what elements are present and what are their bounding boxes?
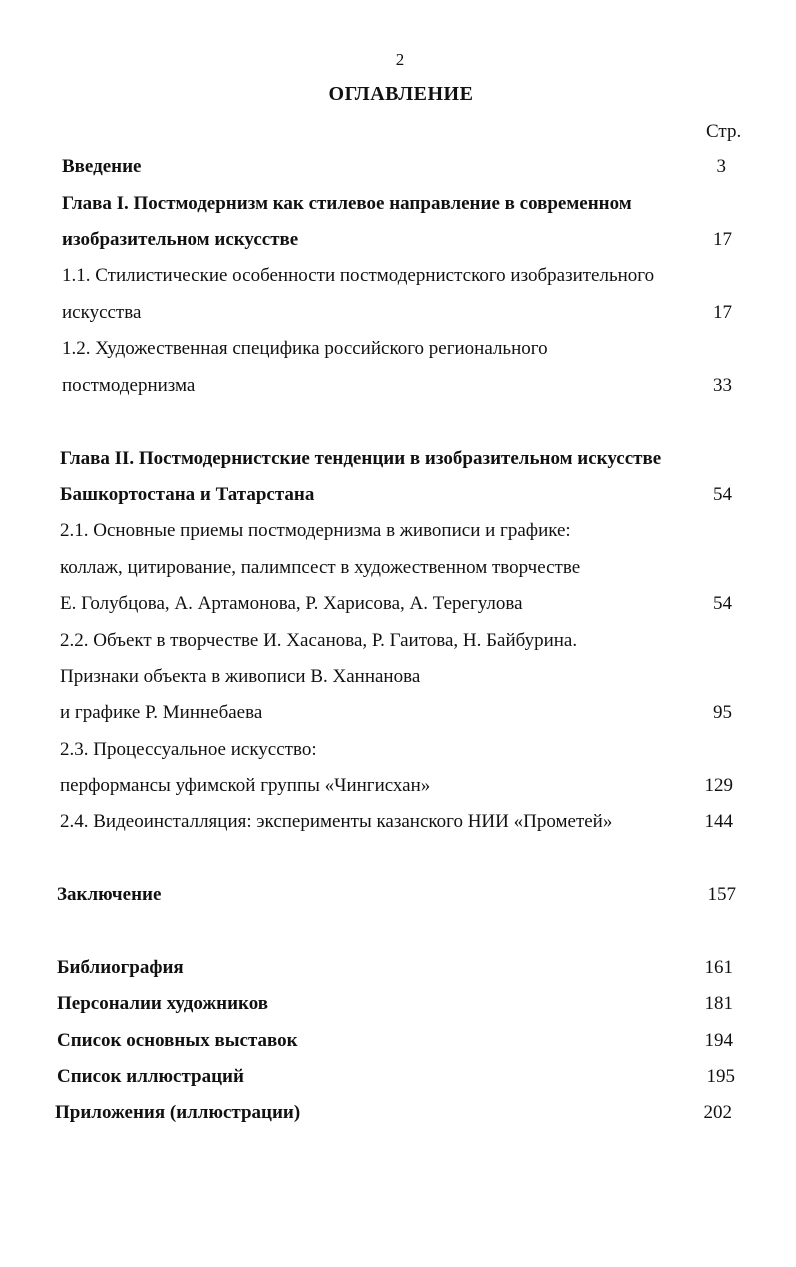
toc-entry-section-1-2-cont bbox=[0, 372, 796, 400]
toc-entry-text: и графике Р. Миннебаева bbox=[60, 702, 263, 723]
toc-entry-page: 129 bbox=[704, 775, 733, 796]
toc-entry-section-1-1-cont bbox=[0, 299, 796, 327]
toc-entry-text: 1.1. Стилистические особенности постмодернистского изобразительного bbox=[62, 265, 655, 286]
toc-entry-page: 202 bbox=[703, 1102, 732, 1123]
toc-entry-text: Признаки объекта в живописи В. Ханнанова bbox=[60, 666, 421, 687]
toc-entry-text: Список иллюстраций bbox=[57, 1066, 244, 1087]
toc-entry-text: 2.1. Основные приемы постмодернизма в живописи и графике: bbox=[60, 520, 571, 541]
toc-entry-text: коллаж, цитирование, палимпсест в художественном творчестве bbox=[60, 557, 581, 578]
toc-entry-page: 3 bbox=[716, 156, 726, 177]
toc-entry-page: 195 bbox=[706, 1066, 735, 1087]
toc-entry-section-2-4 bbox=[0, 808, 796, 836]
toc-entry-section-2-2 bbox=[0, 627, 796, 655]
toc-entry-page: 54 bbox=[713, 593, 732, 614]
toc-entry-text: постмодернизма bbox=[62, 375, 196, 396]
toc-entry-text: перформансы уфимской группы «Чингисхан» bbox=[60, 775, 431, 796]
toc-entry-text: Список основных выставок bbox=[57, 1030, 298, 1051]
toc-entry-page: 194 bbox=[704, 1030, 733, 1051]
toc-entry-page: 95 bbox=[713, 702, 732, 723]
toc-entry-section-1-2 bbox=[0, 335, 796, 363]
toc-entry-section-2-2-cont2 bbox=[0, 699, 796, 727]
toc-entry-text: Башкортостана и Татарстана bbox=[60, 484, 315, 505]
toc-entry-section-2-3 bbox=[0, 736, 796, 764]
toc-entry-text: Приложения (иллюстрации) bbox=[55, 1102, 301, 1123]
toc-entry-section-2-2-cont bbox=[0, 663, 796, 691]
page-title: ОГЛАВЛЕНИЕ bbox=[328, 83, 474, 105]
toc-entry-page: 54 bbox=[713, 484, 732, 505]
toc-entry-text: Глава II. Постмодернистские тенденции в изобразительном искусстве bbox=[60, 448, 662, 469]
toc-entry-illustrations-list bbox=[0, 1063, 796, 1091]
toc-entry-conclusion bbox=[0, 881, 796, 909]
toc-entry-page: 17 bbox=[713, 302, 732, 323]
page-number: 2 bbox=[395, 50, 405, 69]
toc-entry-section-2-1 bbox=[0, 517, 796, 545]
toc-entry-text: Заключение bbox=[57, 884, 162, 905]
toc-entry-artists bbox=[0, 990, 796, 1018]
toc-entry-chapter-2-cont bbox=[0, 481, 796, 509]
toc-entry-text: Глава I. Постмодернизм как стилевое направление в современном bbox=[62, 193, 632, 214]
toc-entry-page: 144 bbox=[704, 811, 733, 832]
toc-entry-page: 33 bbox=[713, 375, 732, 396]
toc-entry-section-2-3-cont bbox=[0, 772, 796, 800]
toc-entry-exhibitions bbox=[0, 1027, 796, 1055]
toc-entry-text: изобразительном искусстве bbox=[62, 229, 299, 250]
toc-entry-chapter-1 bbox=[0, 190, 796, 218]
toc-entry-section-2-1-cont2 bbox=[0, 590, 796, 618]
toc-entry-text: 2.4. Видеоинсталляция: эксперименты казанского НИИ «Прометей» bbox=[60, 811, 613, 832]
toc-entry-text: 2.2. Объект в творчестве И. Хасанова, Р. Гаитова, Н. Байбурина. bbox=[60, 630, 578, 651]
toc-entry-section-1-1 bbox=[0, 262, 796, 290]
pages-column-header: Стр. bbox=[706, 121, 742, 142]
toc-entry-text: Персоналии художников bbox=[57, 993, 269, 1014]
toc-entry-text: 2.3. Процессуальное искусство: bbox=[60, 739, 317, 760]
toc-entry-chapter-2 bbox=[0, 445, 796, 473]
toc-entry-text: искусства bbox=[62, 302, 142, 323]
toc-entry-page: 181 bbox=[704, 993, 733, 1014]
toc-entry-introduction bbox=[0, 153, 796, 181]
toc-entry-text: Введение bbox=[62, 156, 142, 177]
toc-entry-appendices bbox=[0, 1099, 796, 1127]
toc-entry-chapter-1-cont bbox=[0, 226, 796, 254]
toc-entry-page: 161 bbox=[704, 957, 733, 978]
toc-entry-page: 157 bbox=[707, 884, 736, 905]
toc-entry-text: Е. Голубцова, А. Артамонова, Р. Харисова, А. Терегулова bbox=[60, 593, 523, 614]
toc-entry-page: 17 bbox=[713, 229, 732, 250]
toc-entry-text: Библиография bbox=[57, 957, 184, 978]
toc-entry-bibliography bbox=[0, 954, 796, 982]
toc-entry-text: 1.2. Художественная специфика российского регионального bbox=[62, 338, 548, 359]
toc-entry-section-2-1-cont bbox=[0, 554, 796, 582]
